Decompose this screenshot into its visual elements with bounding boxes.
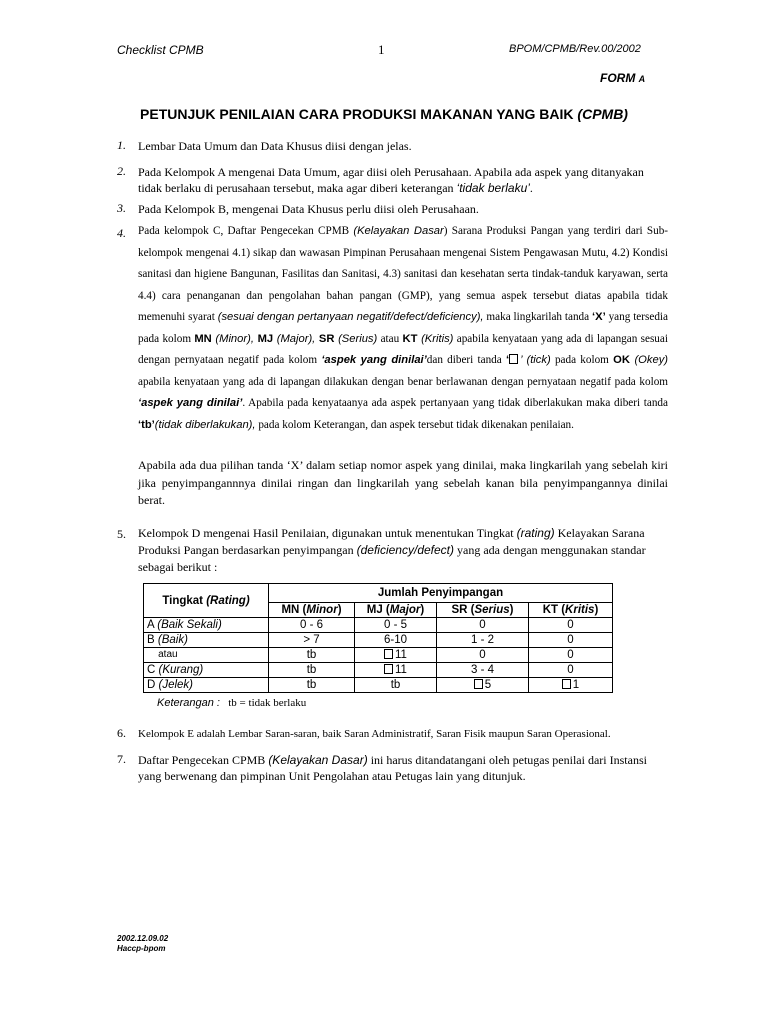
table-keterangan: Keterangan : tb = tidak berlaku <box>157 697 307 709</box>
geq-box-glyph <box>384 649 393 659</box>
item-number-5: 5. <box>117 527 126 541</box>
mj-cell: 11 <box>355 663 437 678</box>
table-row <box>144 633 613 648</box>
item-text-2: Pada Kelompok A mengenai Data Umum, agar diisi oleh Perusahaan. Apabila ada aspek yang ditanyakan tidak berlaku di perusahaan tersebut, maka agar diberi keterangan ‘tidak berlaku’. <box>138 165 644 195</box>
geq-box-glyph <box>562 679 571 689</box>
header-mn: MN (Minor) <box>269 603 355 618</box>
table-row <box>144 648 613 663</box>
rating-cell: atau <box>144 648 269 663</box>
mj-cell: 0 - 5 <box>355 618 437 633</box>
item-number-1: 1. <box>117 138 126 152</box>
table-row <box>144 663 613 678</box>
rating-table <box>143 583 613 693</box>
header-tingkat: Tingkat (Rating) <box>144 584 269 618</box>
item-text-1: Lembar Data Umum dan Data Khusus diisi dengan jelas. <box>138 139 412 153</box>
rating-cell: D (Jelek) <box>144 678 269 693</box>
kt-cell: 0 <box>529 648 613 663</box>
sr-cell: 5 <box>437 678 529 693</box>
item-text-4: Pada kelompok C, Daftar Pengecekan CPMB (Kelayakan Dasar) Sarana Produksi Pangan yang terdiri dari Sub-kelompok mengenai 4.1) sikap dan wawasan Pimpinan Perusahaan mengenai Sistem Pengawasan Mutu, 4.2) Kondisi sanitasi dan higiene Bangunan, Fasilitas dan Sanitasi, 4.3) sanitasi dan kesehatan serta tindak-tanduk karyawan, serta 4.4) cara penanganan dan pengolahan bahan pangan (GMP), yang semua aspek tersebut diatas apabila tidak memenuhi syarat (sesuai dengan pertanyaan negatif/defect/deficiency), maka lingkarilah tanda ‘X’ yang tersedia pada kolom MN (Minor), MJ (Major), SR (Serius) atau KT (Kritis) apabila kenyataan yang ada di lapangan sesuai dengan pernyataan negatif pada kolom ‘aspek yang dinilai’dan diberi tanda ‘ ’ (tick) pada kolom OK (Okey) apabila kenyataan yang ada di lapangan dilakukan dengan benar berlawanan dengan pernyataan negatif pada kolom ‘aspek yang dinilai’. Apabila pada kenyataanya ada aspek pertanyaan yang tidak diberlakukan maka diberi tanda ‘tb’(tidak diberlakukan), pada kolom Keterangan, dan aspek tersebut tidak dikenakan penilaian. <box>138 225 669 431</box>
kt-cell: 0 <box>529 618 613 633</box>
rating-cell: A (Baik Sekali) <box>144 618 269 633</box>
item-text-6: Kelompok E adalah Lembar Saran-saran, baik Saran Administratif, Saran Fisik maupun Saran Operasional. <box>138 728 611 740</box>
mn-cell: tb <box>269 648 355 663</box>
item-text-3: Pada Kelompok B, mengenai Data Khusus perlu diisi oleh Perusahaan. <box>138 202 479 216</box>
mj-cell: 11 <box>355 648 437 663</box>
table-row <box>144 618 613 633</box>
item-text-5: Kelompok D mengenai Hasil Penilaian, digunakan untuk menentukan Tingkat (rating) Kelayakan Sarana Produksi Pangan berdasarkan penyimpangan (deficiency/defect) yang ada dengan menggunakan standar sebagai berikut : <box>138 526 646 574</box>
header-sr: SR (Serius) <box>437 603 529 618</box>
footer-date: 2002.12.09.02 <box>117 934 169 943</box>
sr-cell: 0 <box>437 618 529 633</box>
mj-cell: tb <box>355 678 437 693</box>
sr-cell: 0 <box>437 648 529 663</box>
kt-cell: 0 <box>529 663 613 678</box>
mn-cell: > 7 <box>269 633 355 648</box>
page-number: 1 <box>378 42 385 57</box>
item-text-4b: Apabila ada dua pilihan tanda ‘X’ dalam setiap nomor aspek yang dinilai, maka lingkarilah yang sebelah kiri jika penyimpangannnya dinilai ringan dan lingkarilah yang sebelah kanan bila penyimpangannya dinilai berat. <box>138 458 668 507</box>
mj-cell: 6-10 <box>355 633 437 648</box>
page-title: PETUNJUK PENILAIAN CARA PRODUKSI MAKANAN YANG BAIK (CPMB) <box>140 106 628 122</box>
mn-cell: tb <box>269 663 355 678</box>
header-right: BPOM/CPMB/Rev.00/2002 <box>509 43 641 55</box>
header-kt: KT (Kritis) <box>529 603 613 618</box>
table-row <box>144 678 613 693</box>
rating-cell: B (Baik) <box>144 633 269 648</box>
kt-cell: 0 <box>529 633 613 648</box>
sr-cell: 3 - 4 <box>437 663 529 678</box>
header-jumlah-penyimpangan: Jumlah Penyimpangan <box>269 584 613 603</box>
footer-code: Haccp-bpom <box>117 944 166 953</box>
kt-cell: 1 <box>529 678 613 693</box>
item-number-2: 2. <box>117 164 126 178</box>
header-left: Checklist CPMB <box>117 43 204 57</box>
item-number-4: 4. <box>117 226 126 240</box>
item-text-7: Daftar Pengecekan CPMB (Kelayakan Dasar) ini harus ditandatangani oleh petugas penilai dari Instansi yang berwenang dan pimpinan Unit Pengolahan atau Petugas lain yang ditunjuk. <box>138 753 647 783</box>
checkbox-glyph <box>509 354 518 364</box>
geq-box-glyph <box>384 664 393 674</box>
mn-cell: 0 - 6 <box>269 618 355 633</box>
item-number-6: 6. <box>117 726 126 740</box>
item-number-3: 3. <box>117 201 126 215</box>
mn-cell: tb <box>269 678 355 693</box>
form-label: FORM A <box>600 71 646 85</box>
sr-cell: 1 - 2 <box>437 633 529 648</box>
item-number-7: 7. <box>117 752 126 766</box>
geq-box-glyph <box>474 679 483 689</box>
header-mj: MJ (Major) <box>355 603 437 618</box>
rating-cell: C (Kurang) <box>144 663 269 678</box>
